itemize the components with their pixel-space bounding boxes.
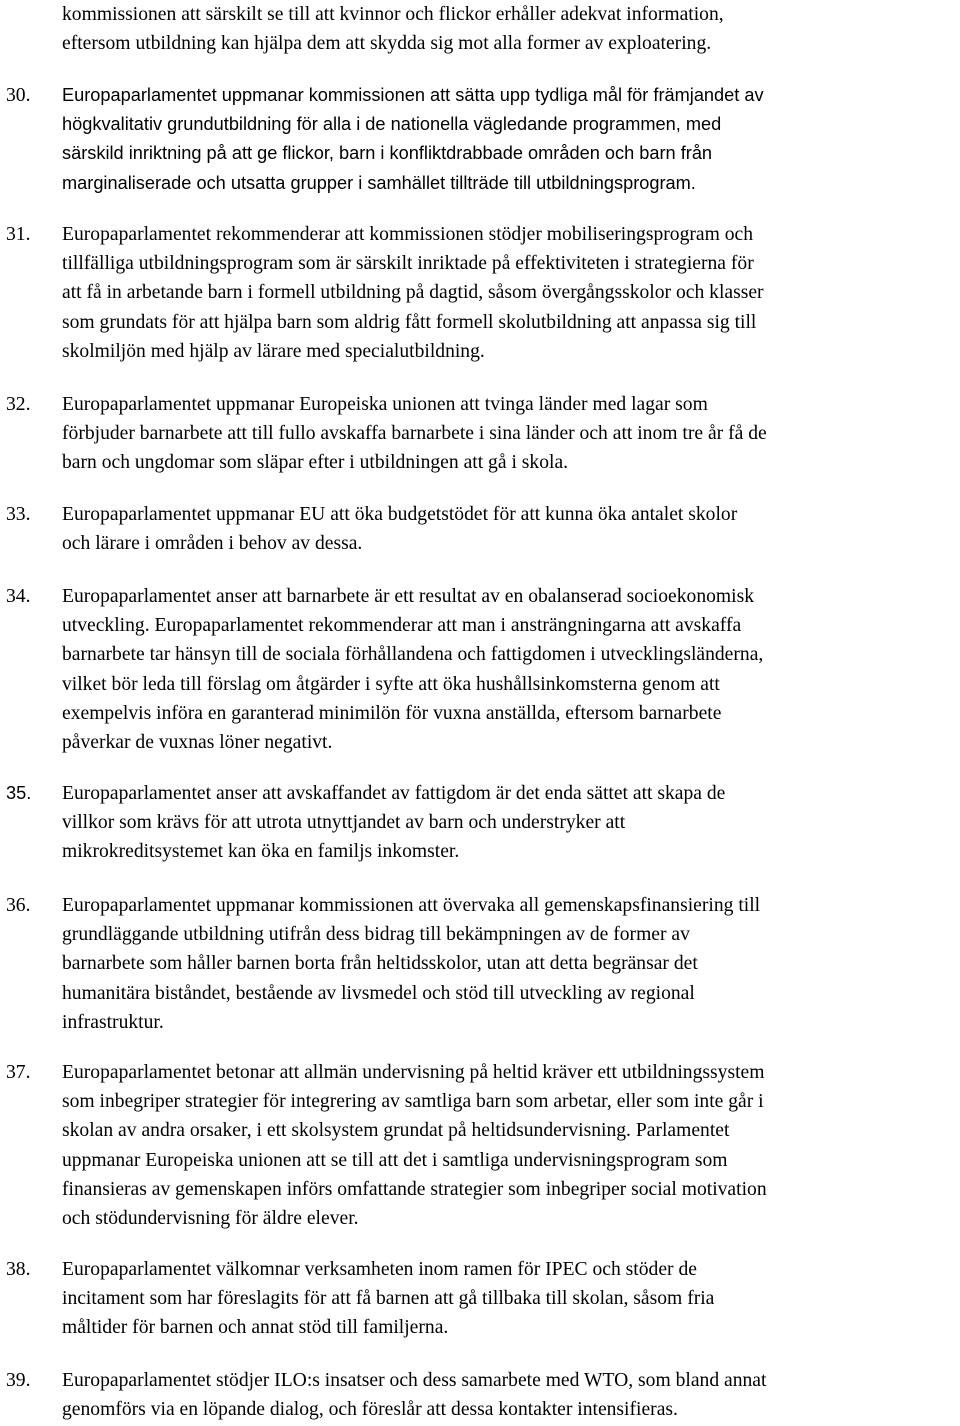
text-line: barnarbete som håller barnen borta från heltidsskolor, utan att detta begränsar det [62, 953, 698, 975]
text-line: eftersom utbildning kan hjälpa dem att skydda sig mot alla former av exploatering. [62, 33, 712, 55]
text-line: särskild inriktning på att ge flickor, barn i konfliktdrabbade områden och barn från [62, 143, 713, 164]
text-line: Europaparlamentet välkomnar verksamheten inom ramen för IPEC och stöder de [62, 1259, 697, 1280]
text-line: barnarbete tar hänsyn till de sociala förhållandena och fattigdomen i utvecklingsländerna, [62, 644, 764, 666]
text-line: marginaliserade och utsatta grupper i samhället tillträde till utbildningsprogram. [62, 172, 696, 193]
text-line: exempelvis införa en garanterad minimilön för vuxna anställda, eftersom barnarbete [62, 702, 722, 724]
text-line: Europaparlamentet stödjer ILO:s insatser och dess samarbete med WTO, som bland annat [62, 1370, 767, 1391]
text-line: finansieras av gemenskapen införs omfattande strategier som inbegriper social motivation [62, 1178, 767, 1200]
text-line: Europaparlamentet uppmanar EU att öka budgetstödet för att kunna öka antalet skolor [62, 504, 738, 525]
text-line: Europaparlamentet rekommenderar att kommissionen stödjer mobiliseringsprogram och [62, 224, 754, 245]
text-line: skolmiljön med hjälp av lärare med specialutbildning. [62, 340, 485, 362]
text-line: måltider för barnen och annat stöd till familjerna. [62, 1317, 449, 1339]
text-line: vilket bör leda till förslag om åtgärder i syfte att öka hushållsinkomsterna genom att [62, 673, 720, 695]
paragraph-number: 33. [6, 504, 31, 525]
text-line: att få in arbetande barn i formell utbildning på dagtid, såsom övergångsskolor och klasser [62, 282, 764, 304]
text-line: barn och ungdomar som släpar efter i utbildningen att gå i skola. [62, 452, 569, 474]
paragraph-number: 37. [6, 1062, 31, 1083]
paragraph-number: 39. [6, 1370, 31, 1391]
text-line: som inbegriper strategier för integrering av samtliga barn som arbetar, eller som inte går i [62, 1091, 764, 1113]
text-line: genomförs via en löpande dialog, och föreslår att dessa kontakter intensifieras. [62, 1399, 678, 1421]
text-line: förbjuder barnarbete att till fullo avskaffa barnarbete i sina länder och att inom tre år få de [62, 423, 767, 445]
text-line: utveckling. Europaparlamentet rekommenderar att man i ansträngningarna att avskaffa [62, 615, 742, 637]
text-line: kommissionen att särskilt se till att kvinnor och flickor erhåller adekvat information, [62, 4, 724, 25]
text-line: mikrokreditsystemet kan öka en familjs inkomster. [62, 841, 460, 863]
text-line: Europaparlamentet anser att barnarbete är ett resultat av en obalanserad socioekonomisk [62, 586, 755, 607]
paragraph-number: 34. [6, 586, 31, 607]
paragraph-number: 32. [6, 394, 31, 415]
text-line: incitament som har föreslagits för att få barnen att gå tillbaka till skolan, såsom fria [62, 1288, 715, 1310]
text-line: skolan av andra orsaker, i ett skolsystem grundat på heltidsundervisning. Parlamentet [62, 1120, 730, 1142]
text-line: Europaparlamentet uppmanar kommissionen att sätta upp tydliga mål för främjandet av [62, 85, 764, 105]
text-line: och stödundervisning för äldre elever. [62, 1208, 359, 1230]
paragraph-number: 35. [6, 783, 32, 803]
text-line: villkor som krävs för att utrota utnyttjandet av barn och understryker att [62, 812, 626, 834]
paragraph-number: 38. [6, 1259, 31, 1280]
text-line: och lärare i områden i behov av dessa. [62, 533, 363, 555]
text-line: påverkar de vuxnas löner negativt. [62, 732, 333, 754]
text-line: Europaparlamentet uppmanar kommissionen att övervaka all gemenskapsfinansiering till [62, 895, 761, 916]
text-line: Europaparlamentet betonar att allmän undervisning på heltid kräver ett utbildningssystem [62, 1062, 765, 1083]
text-line: Europaparlamentet anser att avskaffandet av fattigdom är det enda sättet att skapa de [62, 783, 726, 804]
text-line: infrastruktur. [62, 1011, 164, 1033]
text-line: uppmanar Europeiska unionen att se till att det i samtliga undervisningsprogram som [62, 1149, 728, 1171]
text-line: som grundats för att hjälpa barn som aldrig fått formell skolutbildning att anpassa sig till [62, 311, 757, 333]
text-line: tillfälliga utbildningsprogram som är särskilt inriktade på effektiviteten i strategierna för [62, 253, 754, 275]
paragraph-number: 30. [6, 85, 31, 106]
text-line: humanitära biståndet, bestående av livsmedel och stöd till utveckling av regional [62, 982, 695, 1004]
text-line: grundläggande utbildning utifrån dess bidrag till bekämpningen av de former av [62, 924, 690, 946]
text-line: Europaparlamentet uppmanar Europeiska unionen att tvinga länder med lagar som [62, 394, 708, 415]
paragraph-number: 31. [6, 224, 31, 245]
text-line: högkvalitativ grundutbildning för alla i de nationella vägledande programmen, med [62, 114, 722, 135]
paragraph-number: 36. [6, 895, 31, 916]
